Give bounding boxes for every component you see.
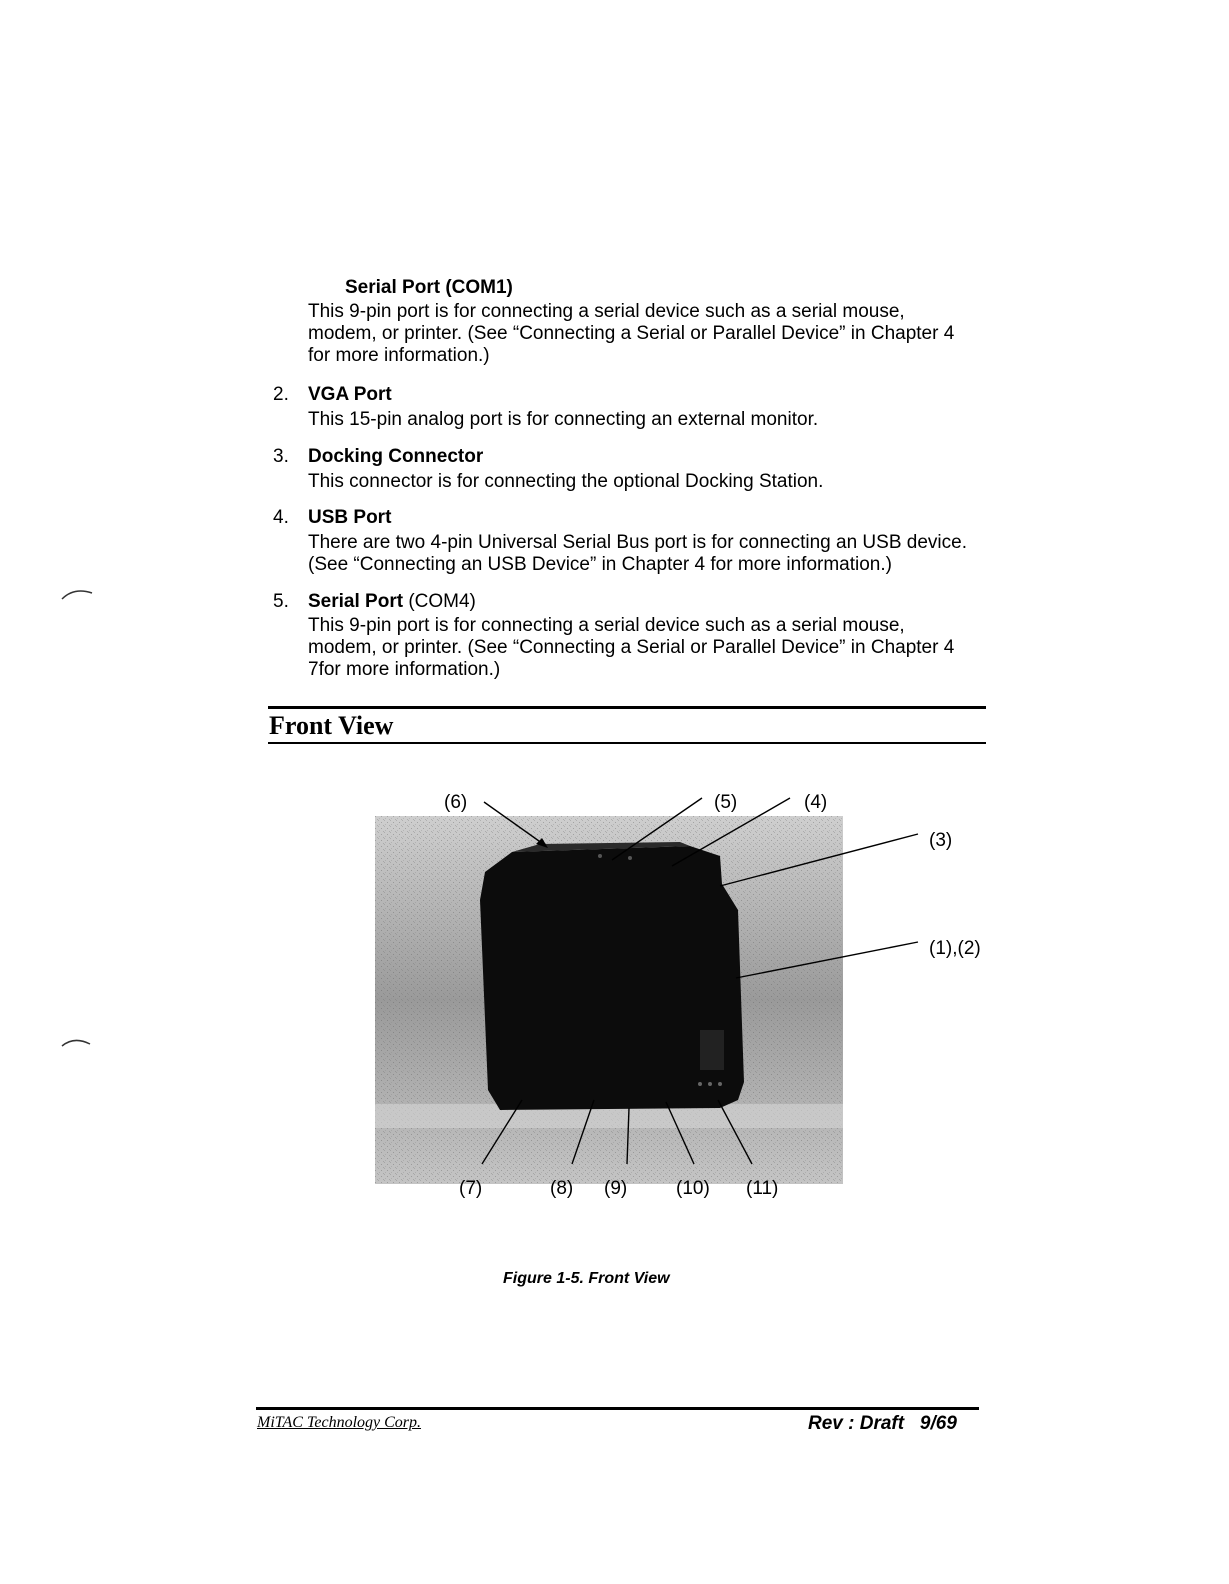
section-heading: Front View (269, 711, 394, 740)
item-number: 3. (273, 446, 289, 467)
callout-label-4: (4) (804, 792, 828, 813)
figure-caption: Figure 1-5. Front View (503, 1270, 670, 1287)
text-line: modem, or printer. (See “Connecting a Serial or Parallel Device” in Chapter 4 (308, 323, 955, 344)
item-title-vga-port: VGA Port (308, 384, 392, 405)
item-text-vga-port (308, 409, 1008, 431)
footer-company: MiTAC Technology Corp. (257, 1414, 422, 1431)
text-line: This 9-pin port is for connecting a serial device such as a serial mouse, (308, 301, 905, 322)
callout-label-9: (9) (604, 1178, 628, 1199)
item-number: 5. (273, 591, 289, 612)
callout-label-5: (5) (714, 792, 738, 813)
item-title-suffix: (COM4) (403, 591, 476, 612)
callout-label-11: (11) (746, 1178, 779, 1199)
callout-label-1-2: (1),(2) (929, 938, 981, 959)
callout-label-8: (8) (550, 1178, 574, 1199)
item-number: 4. (273, 507, 289, 528)
text-line: This connector is for connecting the optional Docking Station. (308, 471, 824, 492)
text-line: (See “Connecting an USB Device” in Chapter 4 for more information.) (308, 554, 892, 575)
text-line: modem, or printer. (See “Connecting a Serial or Parallel Device” in Chapter 4 (308, 637, 955, 658)
text-line: This 15-pin analog port is for connecting an external monitor. (308, 409, 819, 430)
heading-rule-bottom (268, 742, 986, 744)
text-line: 7for more information.) (308, 659, 501, 680)
item-text-serial-com1 (308, 301, 1008, 367)
item-title-docking-connector: Docking Connector (308, 446, 484, 467)
text-line: There are two 4-pin Universal Serial Bus port is for connecting an USB device. (308, 532, 967, 553)
front-view-figure (0, 760, 1229, 1220)
device-photo (375, 816, 843, 1184)
footer-revision-page: Rev : Draft 9/69 (808, 1413, 957, 1434)
text-line: This 9-pin port is for connecting a serial device such as a serial mouse, (308, 615, 905, 636)
item-title-serial-com4 (308, 591, 476, 613)
item-title-serial-com1: Serial Port (COM1) (345, 277, 513, 298)
text-line: for more information.) (308, 345, 490, 366)
callout-label-10: (10) (676, 1178, 710, 1199)
item-text-serial-com4 (308, 615, 1008, 681)
item-text-usb-port (308, 532, 998, 576)
heading-rule-top (268, 706, 986, 709)
callout-label-7: (7) (459, 1178, 483, 1199)
footer-rule (256, 1407, 979, 1410)
item-text-docking-connector (308, 471, 1008, 493)
item-number: 2. (273, 384, 289, 405)
callout-label-6: (6) (444, 792, 468, 813)
callout-label-3: (3) (929, 830, 953, 851)
item-title-text: Serial Port (308, 591, 404, 612)
scan-mark-upper (60, 585, 100, 605)
item-title-usb-port: USB Port (308, 507, 392, 528)
